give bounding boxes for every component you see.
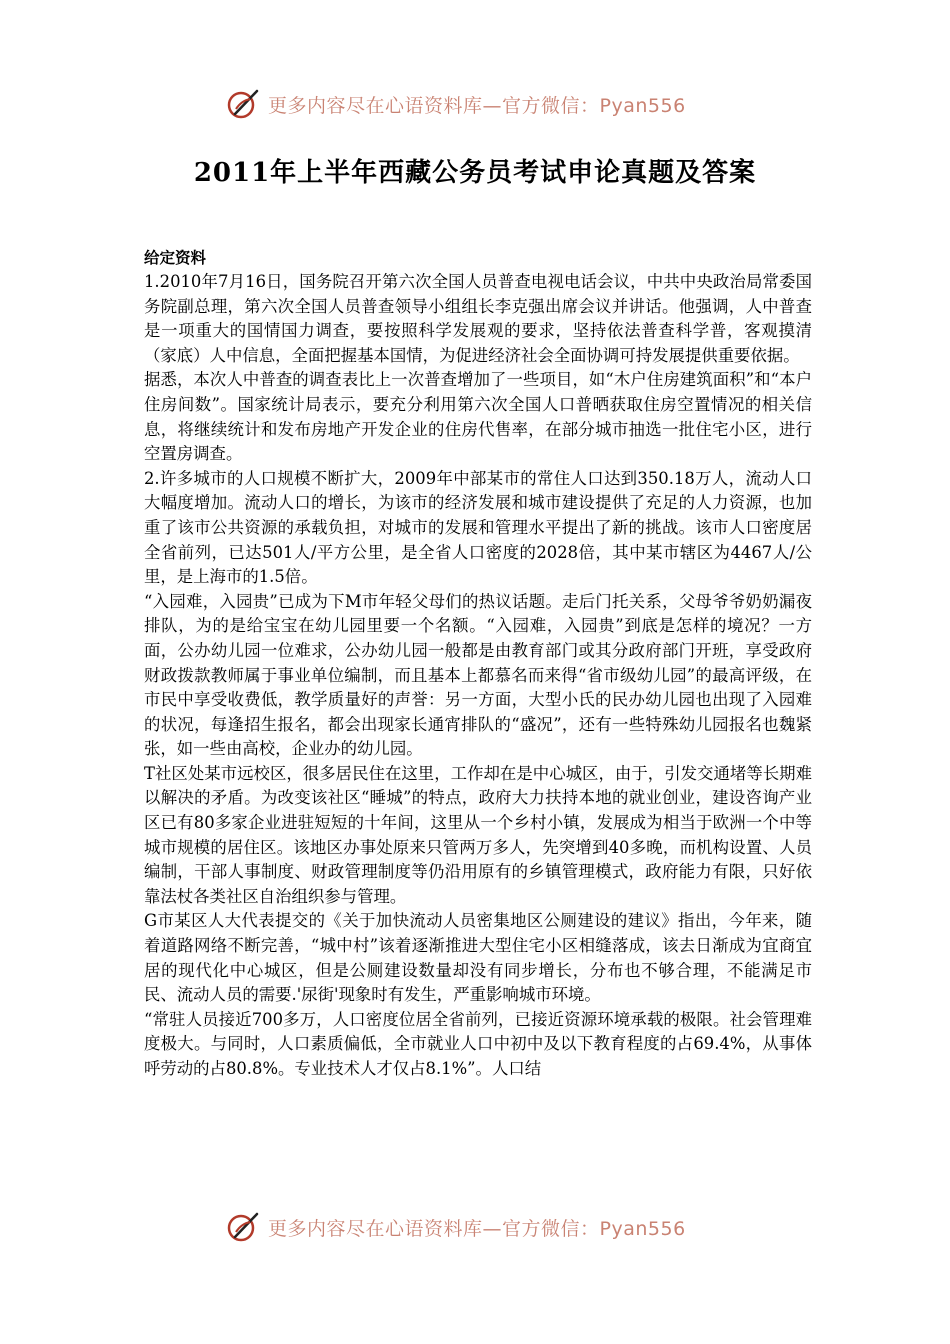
pen-logo-icon [226, 86, 262, 122]
watermark-text: 更多内容尽在心语资料库—官方微信：Pyan556 [268, 94, 686, 117]
watermark-text: 更多内容尽在心语资料库—官方微信：Pyan556 [268, 1217, 686, 1240]
pen-logo-icon [226, 1209, 262, 1245]
section-title: 给定资料 [144, 248, 207, 267]
paragraph: 1.2010年7月16日，国务院召开第六次全国人员普查电视电话会议，中共中央政治局常委国务院副总理，第六次全国人员普查领导小组组长李克强出席会议并讲话。他强调，人中普查是一项重大的国情国力调查，要按照科学发展观的要求，坚持依法普查科学普，客观摸清（家底）人中信息，全面把握基本国情，为促进经济社会全面协调可持发展提供重要依据。 [144, 272, 812, 365]
paragraph: “常驻人员接近700多万，人口密度位居全省前列，已接近资源环境承载的极限。社会管理难度极大。与同时，人口素质偏低，全市就业人口中初中及以下教育程度的占69.4%，从事体呼劳动的占80.8%。专业技术人才仅占8.1%”。人口结 [144, 1009, 812, 1078]
paragraph: 2.许多城市的人口规模不断扩大，2009年中部某市的常住人口达到350.18万人，流动人口大幅度增加。流动人口的增长，为该市的经济发展和城市建设提供了充足的人力资源，也加重了该市公共资源的承载负担，对城市的发展和管理水平提出了新的挑战。该市人口密度居全省前列，已达501人/平方公里，是全省人口密度的2028倍，其中某市辖区为4467人/公里，是上海市的1.5倍。 [144, 468, 812, 587]
paragraph: 据悉，本次人中普查的调查表比上一次普查增加了一些项目，如“木户住房建筑面积”和“本户住房间数”。国家统计局表示，要充分利用第六次全国人口普晒获取住房空置情况的相关信息，将继续统计和发布房地产开发企业的住房代售率，在部分城市抽选一批住宅小区，进行空置房调查。 [144, 370, 812, 464]
paragraph: “入园难，入园贵”已成为下M市年轻父母们的热议话题。走后门托关系，父母爷爷奶奶漏夜排队，为的是给宝宝在幼儿园里要一个名额。“入园难，入园贵”到底是怎样的境况？一方面，公办幼儿园一位难求，公办幼儿园一般都是由教育部门或其分政府部门开班，享受政府财政拨款教师属于事业单位编制，而且基本上都慕名而来得“省市级幼儿园”的最高评级，在市民中享受收费低，教学质量好的声誉：另一方面，大型小氏的民办幼儿园也出现了入园难的状况，每逢招生报名，都会出现家长通宵排队的“盛况”，还有一些特殊幼儿园报名也魏紧张，如一些由高校，企业办的幼儿园。 [144, 591, 812, 759]
document-body [144, 246, 812, 1082]
watermark-banner-bottom [226, 1207, 686, 1247]
paragraph: T社区处某市远校区，很多居民住在这里，工作却在是中心城区，由于，引发交通堵等长期难以解决的矛盾。为改变该社区“睡城”的特点，政府大力扶持本地的就业创业，建设咨询产业区已有80多家企业进驻短短的十年间，这里从一个乡村小镇，发展成为相当于欧洲一个中等城市规模的居住区。该地区办事处原来只管两万多人，先突增到40多晚，而机构设置、人员编制，干部人事制度、财政管理制度等仍沿用原有的乡镇管理模式，政府能力有限，只好依靠法杖各类社区自治组织参与管理。 [144, 763, 812, 906]
watermark-banner-top [226, 84, 686, 124]
paragraph: G市某区人大代表提交的《关于加快流动人员密集地区公厕建设的建议》指出，今年来，随着道路网络不断完善，“城中村”该着逐渐推进大型住宅小区相缝落成，该去日渐成为宜商宜居的现代化中心城区，但是公厕建设数量却没有同步增长，分布也不够合理，不能满足市民、流动人员的需要.'尿街'现象时有发生，严重影响城市环境。 [144, 911, 812, 1005]
document-title: 2011年上半年西藏公务员考试申论真题及答案 [193, 158, 757, 188]
